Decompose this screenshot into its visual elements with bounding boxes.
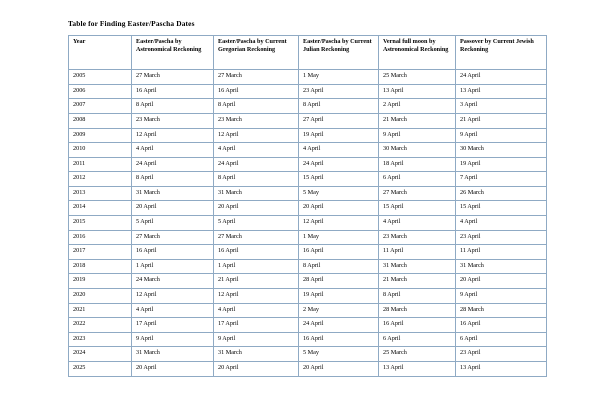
cell-passover-jewish: 28 March	[456, 303, 547, 318]
cell-easter-julian: 28 April	[299, 274, 379, 289]
cell-year: 2015	[69, 216, 132, 231]
column-header-passover: Passover by Current Jewish Reckoning	[456, 36, 547, 70]
cell-easter-astronomical: 12 April	[132, 289, 214, 304]
cell-year: 2024	[69, 347, 132, 362]
cell-easter-gregorian: 17 April	[214, 318, 299, 333]
cell-easter-astronomical: 12 April	[132, 128, 214, 143]
cell-easter-julian: 8 April	[299, 99, 379, 114]
cell-vernal-full-moon: 21 March	[379, 274, 456, 289]
column-header-year: Year	[69, 36, 132, 70]
table-row	[69, 347, 547, 362]
cell-easter-astronomical: 17 April	[132, 318, 214, 333]
cell-easter-gregorian: 27 March	[214, 70, 299, 85]
cell-easter-astronomical: 4 April	[132, 303, 214, 318]
cell-passover-jewish: 7 April	[456, 172, 547, 187]
cell-easter-julian: 19 April	[299, 289, 379, 304]
cell-year: 2010	[69, 143, 132, 158]
cell-vernal-full-moon: 6 April	[379, 172, 456, 187]
cell-easter-astronomical: 24 March	[132, 274, 214, 289]
cell-easter-gregorian: 4 April	[214, 303, 299, 318]
table-row	[69, 259, 547, 274]
cell-passover-jewish: 24 April	[456, 70, 547, 85]
easter-dates-table	[68, 35, 547, 376]
cell-passover-jewish: 13 April	[456, 362, 547, 377]
table-row	[69, 201, 547, 216]
cell-easter-astronomical: 24 April	[132, 157, 214, 172]
cell-easter-astronomical: 9 April	[132, 332, 214, 347]
cell-passover-jewish: 23 April	[456, 230, 547, 245]
cell-easter-astronomical: 1 April	[132, 259, 214, 274]
cell-vernal-full-moon: 27 March	[379, 186, 456, 201]
cell-easter-astronomical: 20 April	[132, 201, 214, 216]
cell-vernal-full-moon: 31 March	[379, 259, 456, 274]
cell-year: 2006	[69, 84, 132, 99]
cell-easter-gregorian: 23 March	[214, 113, 299, 128]
cell-vernal-full-moon: 9 April	[379, 128, 456, 143]
cell-easter-gregorian: 9 April	[214, 332, 299, 347]
cell-easter-astronomical: 27 March	[132, 70, 214, 85]
cell-easter-gregorian: 12 April	[214, 128, 299, 143]
cell-easter-gregorian: 24 April	[214, 157, 299, 172]
cell-year: 2014	[69, 201, 132, 216]
table-row	[69, 274, 547, 289]
cell-vernal-full-moon: 4 April	[379, 216, 456, 231]
cell-easter-astronomical: 31 March	[132, 347, 214, 362]
cell-passover-jewish: 3 April	[456, 99, 547, 114]
cell-easter-astronomical: 5 April	[132, 216, 214, 231]
cell-easter-gregorian: 4 April	[214, 143, 299, 158]
cell-year: 2009	[69, 128, 132, 143]
cell-year: 2019	[69, 274, 132, 289]
cell-easter-julian: 15 April	[299, 172, 379, 187]
table-row	[69, 99, 547, 114]
cell-easter-julian: 23 April	[299, 84, 379, 99]
cell-year: 2016	[69, 230, 132, 245]
cell-easter-astronomical: 8 April	[132, 99, 214, 114]
cell-vernal-full-moon: 11 April	[379, 245, 456, 260]
column-header-julian: Easter/Pascha by Current Julian Reckoning	[299, 36, 379, 70]
cell-easter-julian: 12 April	[299, 216, 379, 231]
cell-vernal-full-moon: 13 April	[379, 84, 456, 99]
cell-easter-gregorian: 31 March	[214, 347, 299, 362]
cell-passover-jewish: 9 April	[456, 128, 547, 143]
cell-passover-jewish: 19 April	[456, 157, 547, 172]
page-title: Table for Finding Easter/Pascha Dates	[68, 19, 195, 28]
cell-year: 2005	[69, 70, 132, 85]
table-row	[69, 143, 547, 158]
cell-vernal-full-moon: 8 April	[379, 289, 456, 304]
cell-passover-jewish: 21 April	[456, 113, 547, 128]
cell-easter-gregorian: 8 April	[214, 99, 299, 114]
cell-year: 2011	[69, 157, 132, 172]
table-row	[69, 186, 547, 201]
cell-vernal-full-moon: 13 April	[379, 362, 456, 377]
table-row	[69, 245, 547, 260]
cell-vernal-full-moon: 25 March	[379, 70, 456, 85]
cell-easter-gregorian: 16 April	[214, 245, 299, 260]
cell-easter-julian: 16 April	[299, 245, 379, 260]
cell-vernal-full-moon: 15 April	[379, 201, 456, 216]
cell-year: 2007	[69, 99, 132, 114]
cell-easter-julian: 20 April	[299, 201, 379, 216]
table-row	[69, 172, 547, 187]
cell-passover-jewish: 26 March	[456, 186, 547, 201]
cell-easter-gregorian: 5 April	[214, 216, 299, 231]
table-row	[69, 362, 547, 377]
cell-passover-jewish: 4 April	[456, 216, 547, 231]
cell-easter-julian: 5 May	[299, 186, 379, 201]
cell-easter-astronomical: 16 April	[132, 84, 214, 99]
cell-passover-jewish: 15 April	[456, 201, 547, 216]
table-header	[69, 36, 547, 70]
column-header-astronomical: Easter/Pascha by Astronomical Reckoning	[132, 36, 214, 70]
cell-vernal-full-moon: 23 March	[379, 230, 456, 245]
table-row	[69, 318, 547, 333]
cell-passover-jewish: 9 April	[456, 289, 547, 304]
table-body	[69, 70, 547, 376]
cell-year: 2018	[69, 259, 132, 274]
cell-passover-jewish: 20 April	[456, 274, 547, 289]
table-row	[69, 113, 547, 128]
cell-vernal-full-moon: 21 March	[379, 113, 456, 128]
table-row	[69, 216, 547, 231]
cell-easter-gregorian: 8 April	[214, 172, 299, 187]
cell-passover-jewish: 6 April	[456, 332, 547, 347]
cell-passover-jewish: 31 March	[456, 259, 547, 274]
cell-passover-jewish: 30 March	[456, 143, 547, 158]
cell-easter-gregorian: 1 April	[214, 259, 299, 274]
cell-vernal-full-moon: 30 March	[379, 143, 456, 158]
cell-easter-astronomical: 31 March	[132, 186, 214, 201]
cell-year: 2013	[69, 186, 132, 201]
cell-vernal-full-moon: 18 April	[379, 157, 456, 172]
cell-easter-gregorian: 27 March	[214, 230, 299, 245]
cell-year: 2023	[69, 332, 132, 347]
cell-vernal-full-moon: 28 March	[379, 303, 456, 318]
table-row	[69, 289, 547, 304]
cell-easter-julian: 5 May	[299, 347, 379, 362]
cell-year: 2022	[69, 318, 132, 333]
cell-easter-gregorian: 21 April	[214, 274, 299, 289]
cell-easter-astronomical: 20 April	[132, 362, 214, 377]
cell-vernal-full-moon: 25 March	[379, 347, 456, 362]
cell-easter-julian: 8 April	[299, 259, 379, 274]
table-row	[69, 332, 547, 347]
cell-easter-julian: 20 April	[299, 362, 379, 377]
table-row	[69, 84, 547, 99]
cell-easter-astronomical: 27 March	[132, 230, 214, 245]
cell-easter-gregorian: 20 April	[214, 362, 299, 377]
cell-year: 2020	[69, 289, 132, 304]
column-header-vernal-full-moon: Vernal full moon by Astronomical Reckoning	[379, 36, 456, 70]
cell-easter-astronomical: 8 April	[132, 172, 214, 187]
cell-easter-julian: 24 April	[299, 318, 379, 333]
cell-passover-jewish: 11 April	[456, 245, 547, 260]
cell-year: 2008	[69, 113, 132, 128]
cell-passover-jewish: 13 April	[456, 84, 547, 99]
cell-easter-astronomical: 4 April	[132, 143, 214, 158]
table-row	[69, 157, 547, 172]
column-header-gregorian: Easter/Pascha by Current Gregorian Reckoning	[214, 36, 299, 70]
table-row	[69, 128, 547, 143]
table-row	[69, 70, 547, 85]
cell-easter-astronomical: 16 April	[132, 245, 214, 260]
cell-passover-jewish: 23 April	[456, 347, 547, 362]
cell-easter-julian: 27 April	[299, 113, 379, 128]
cell-easter-julian: 2 May	[299, 303, 379, 318]
cell-year: 2025	[69, 362, 132, 377]
table-header-row	[69, 36, 547, 70]
cell-passover-jewish: 16 April	[456, 318, 547, 333]
cell-easter-julian: 1 May	[299, 70, 379, 85]
cell-easter-astronomical: 23 March	[132, 113, 214, 128]
cell-year: 2017	[69, 245, 132, 260]
cell-year: 2012	[69, 172, 132, 187]
cell-easter-julian: 16 April	[299, 332, 379, 347]
cell-vernal-full-moon: 16 April	[379, 318, 456, 333]
cell-easter-julian: 19 April	[299, 128, 379, 143]
table-row	[69, 303, 547, 318]
cell-vernal-full-moon: 2 April	[379, 99, 456, 114]
cell-easter-gregorian: 12 April	[214, 289, 299, 304]
cell-easter-gregorian: 31 March	[214, 186, 299, 201]
table-row	[69, 230, 547, 245]
cell-easter-julian: 4 April	[299, 143, 379, 158]
cell-vernal-full-moon: 6 April	[379, 332, 456, 347]
cell-easter-gregorian: 20 April	[214, 201, 299, 216]
cell-easter-julian: 1 May	[299, 230, 379, 245]
cell-easter-julian: 24 April	[299, 157, 379, 172]
cell-easter-gregorian: 16 April	[214, 84, 299, 99]
cell-year: 2021	[69, 303, 132, 318]
